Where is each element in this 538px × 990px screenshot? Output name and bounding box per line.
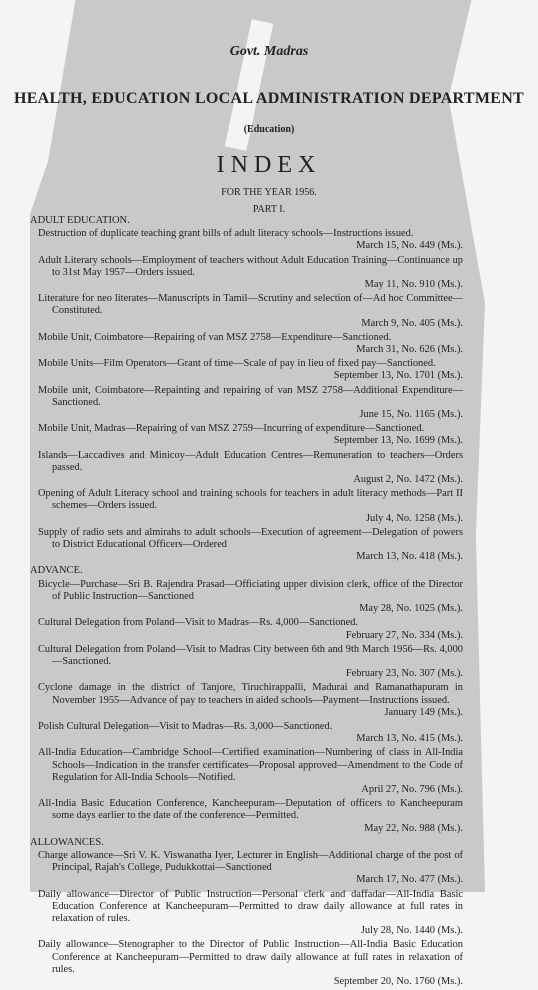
entry-text: Daily allowance—Stenographer to the Director of Public Instruction—All-India Basic Education Conference at Kancheepuram—Permitted to draw daily allowance at full rates in relaxation of rules. [38, 939, 463, 975]
entry-text: Mobile unit, Coimbatore—Repainting and repairing of van MSZ 2758—Additional Expenditure—Sanctioned. [38, 384, 463, 408]
entry-reference: April 27, No. 796 (Ms.). [361, 783, 463, 795]
entry-reference: May 22, No. 988 (Ms.). [364, 822, 463, 834]
entry-text: Polish Cultural Delegation—Visit to Madras—Rs. 3,000—Sanctioned. [38, 720, 333, 732]
entry-reference: June 15, No. 1165 (Ms.). [359, 409, 463, 421]
index-entry [38, 747, 463, 796]
index-entry [38, 798, 463, 835]
entry-reference: March 9, No. 405 (Ms.). [361, 317, 463, 329]
index-entry [38, 385, 463, 422]
index-entry [38, 617, 463, 641]
entry-reference: March 15, No. 449 (Ms.). [356, 240, 463, 252]
index-entry [38, 293, 463, 330]
entry-reference: May 28, No. 1025 (Ms.). [359, 603, 463, 615]
entry-reference: March 13, No. 415 (Ms.). [356, 733, 463, 745]
entry-text: Destruction of duplicate teaching grant bills of adult literacy schools—Instructions issued. [38, 228, 414, 240]
index-section [30, 836, 463, 988]
entry-text: Bicycle—Purchase—Sri B. Rajendra Prasad—Officiating upper division clerk, office of the Director of Public Instruction—Sanctioned [38, 578, 463, 602]
entry-reference: February 27, No. 334 (Ms.). [345, 629, 463, 641]
entry-reference: January 149 (Ms.). [384, 706, 463, 718]
gov-label: Govt. Madras [229, 44, 309, 59]
entry-text: Charge allowance—Sri V. K. Viswanatha Iyer, Lecturer in English—Additional charge of the post of Principal, Rajah's College, Pudukkottai—Sanctioned [38, 849, 463, 874]
section-heading: ADVANCE. [30, 565, 83, 577]
entry-reference: March 31, No. 626 (Ms.). [356, 344, 463, 356]
index-entry [38, 255, 463, 292]
index-entry [38, 527, 463, 564]
section-heading: ADULT EDUCATION. [30, 215, 130, 226]
department-subtitle: (Education) [243, 124, 295, 135]
index-entry [38, 358, 463, 382]
entry-reference: March 13, No. 418 (Ms.). [356, 551, 463, 563]
index-entry [38, 721, 463, 745]
entry-text: Adult Literary schools—Employment of teachers without Adult Education Training—Continuance up to 31st May 1957—Orders issued. [38, 254, 463, 278]
index-entry [38, 332, 463, 356]
index-entry [38, 423, 463, 447]
entry-reference: August 2, No. 1472 (Ms.). [353, 474, 463, 486]
index-entry [38, 939, 463, 988]
index-entry [38, 228, 463, 252]
index-entry [38, 682, 463, 719]
entry-text: Cultural Delegation from Poland—Visit to Madras City between 6th and 9th March 1956—Rs. 4,000—Sanctioned. [38, 643, 463, 667]
index-entry [38, 644, 463, 681]
entry-text: Daily allowance—Director of Public Instruction—Personal clerk and daffadar—All-India Basic Education Conference at Kancheepuram—Permitted to draw daily allowance at full rates in relaxation of rules. [38, 888, 463, 924]
entry-text: Literature for neo literates—Manuscripts in Tamil—Scrutiny and selection of—Ad hoc Committee—Constituted. [38, 293, 463, 317]
entry-text: All-India Basic Education Conference, Kancheepuram—Deputation of officers to Kancheepuram some days earlier to the date of the conference—Permitted. [38, 798, 463, 822]
section-heading: ALLOWANCES. [30, 836, 104, 848]
entry-text: Islands—Laccadives and Minicoy—Adult Education Centres—Remuneration to teachers—Orders passed. [38, 449, 463, 473]
entry-reference: July 28, No. 1440 (Ms.). [360, 925, 463, 937]
index-entry [38, 889, 463, 938]
part-line: PART I. [252, 204, 286, 215]
department-title: HEALTH, EDUCATION LOCAL ADMINISTRATION DEPARTMENT [13, 90, 525, 107]
entry-text: Mobile Unit, Madras—Repairing of van MSZ 2759—Incurring of expenditure—Sanctioned. [38, 423, 425, 435]
entry-text: Supply of radio sets and almirahs to adult schools—Execution of agreement—Delegation of powers to District Educational Officers—Ordered [38, 526, 463, 551]
index-section [30, 215, 463, 563]
entry-text: Mobile Units—Film Operators—Grant of time—Scale of pay in lieu of fixed pay—Sanctioned. [38, 358, 436, 370]
entry-reference: May 11, No. 910 (Ms.). [364, 279, 463, 291]
entry-reference: February 23, No. 307 (Ms.). [345, 668, 463, 680]
year-line: FOR THE YEAR 1956. [221, 187, 317, 198]
entry-text: Opening of Adult Literacy school and training schools for teachers in adult literacy methods—Part II schemes—Orders issued. [38, 488, 463, 512]
entry-reference: September 13, No. 1699 (Ms.). [333, 435, 463, 447]
entry-text: Cyclone damage in the district of Tanjore, Tiruchirappalli, Madurai and Ramanathapuram in November 1955—Advance of pay to teachers in aided schools—Payment—Instructions issued. [38, 682, 463, 706]
entry-reference: September 20, No. 1760 (Ms.). [333, 975, 463, 987]
index-entry [38, 450, 463, 487]
index-heading: INDEX [216, 152, 322, 178]
index-section [30, 565, 463, 834]
index-entry [38, 579, 463, 616]
index-entry [38, 850, 463, 887]
entry-reference: September 13, No. 1701 (Ms.). [333, 370, 463, 382]
entry-text: Mobile Unit, Coimbatore—Repairing of van MSZ 2758—Expenditure—Sanctioned. [38, 331, 392, 343]
entry-text: All-India Education—Cambridge School—Certified examination—Numbering of class in All-India Schools—Indication in the transfer certificates—Proposal approved—Amendment to the Code of Regulation for All-India Schools—Notified. [38, 747, 463, 783]
entry-reference: July 4, No. 1258 (Ms.). [366, 512, 463, 524]
entry-text: Cultural Delegation from Poland—Visit to Madras—Rs. 4,000—Sanctioned. [38, 617, 359, 629]
entry-reference: March 17, No. 477 (Ms.). [356, 874, 463, 886]
index-entry [38, 488, 463, 525]
index-body [30, 213, 463, 990]
